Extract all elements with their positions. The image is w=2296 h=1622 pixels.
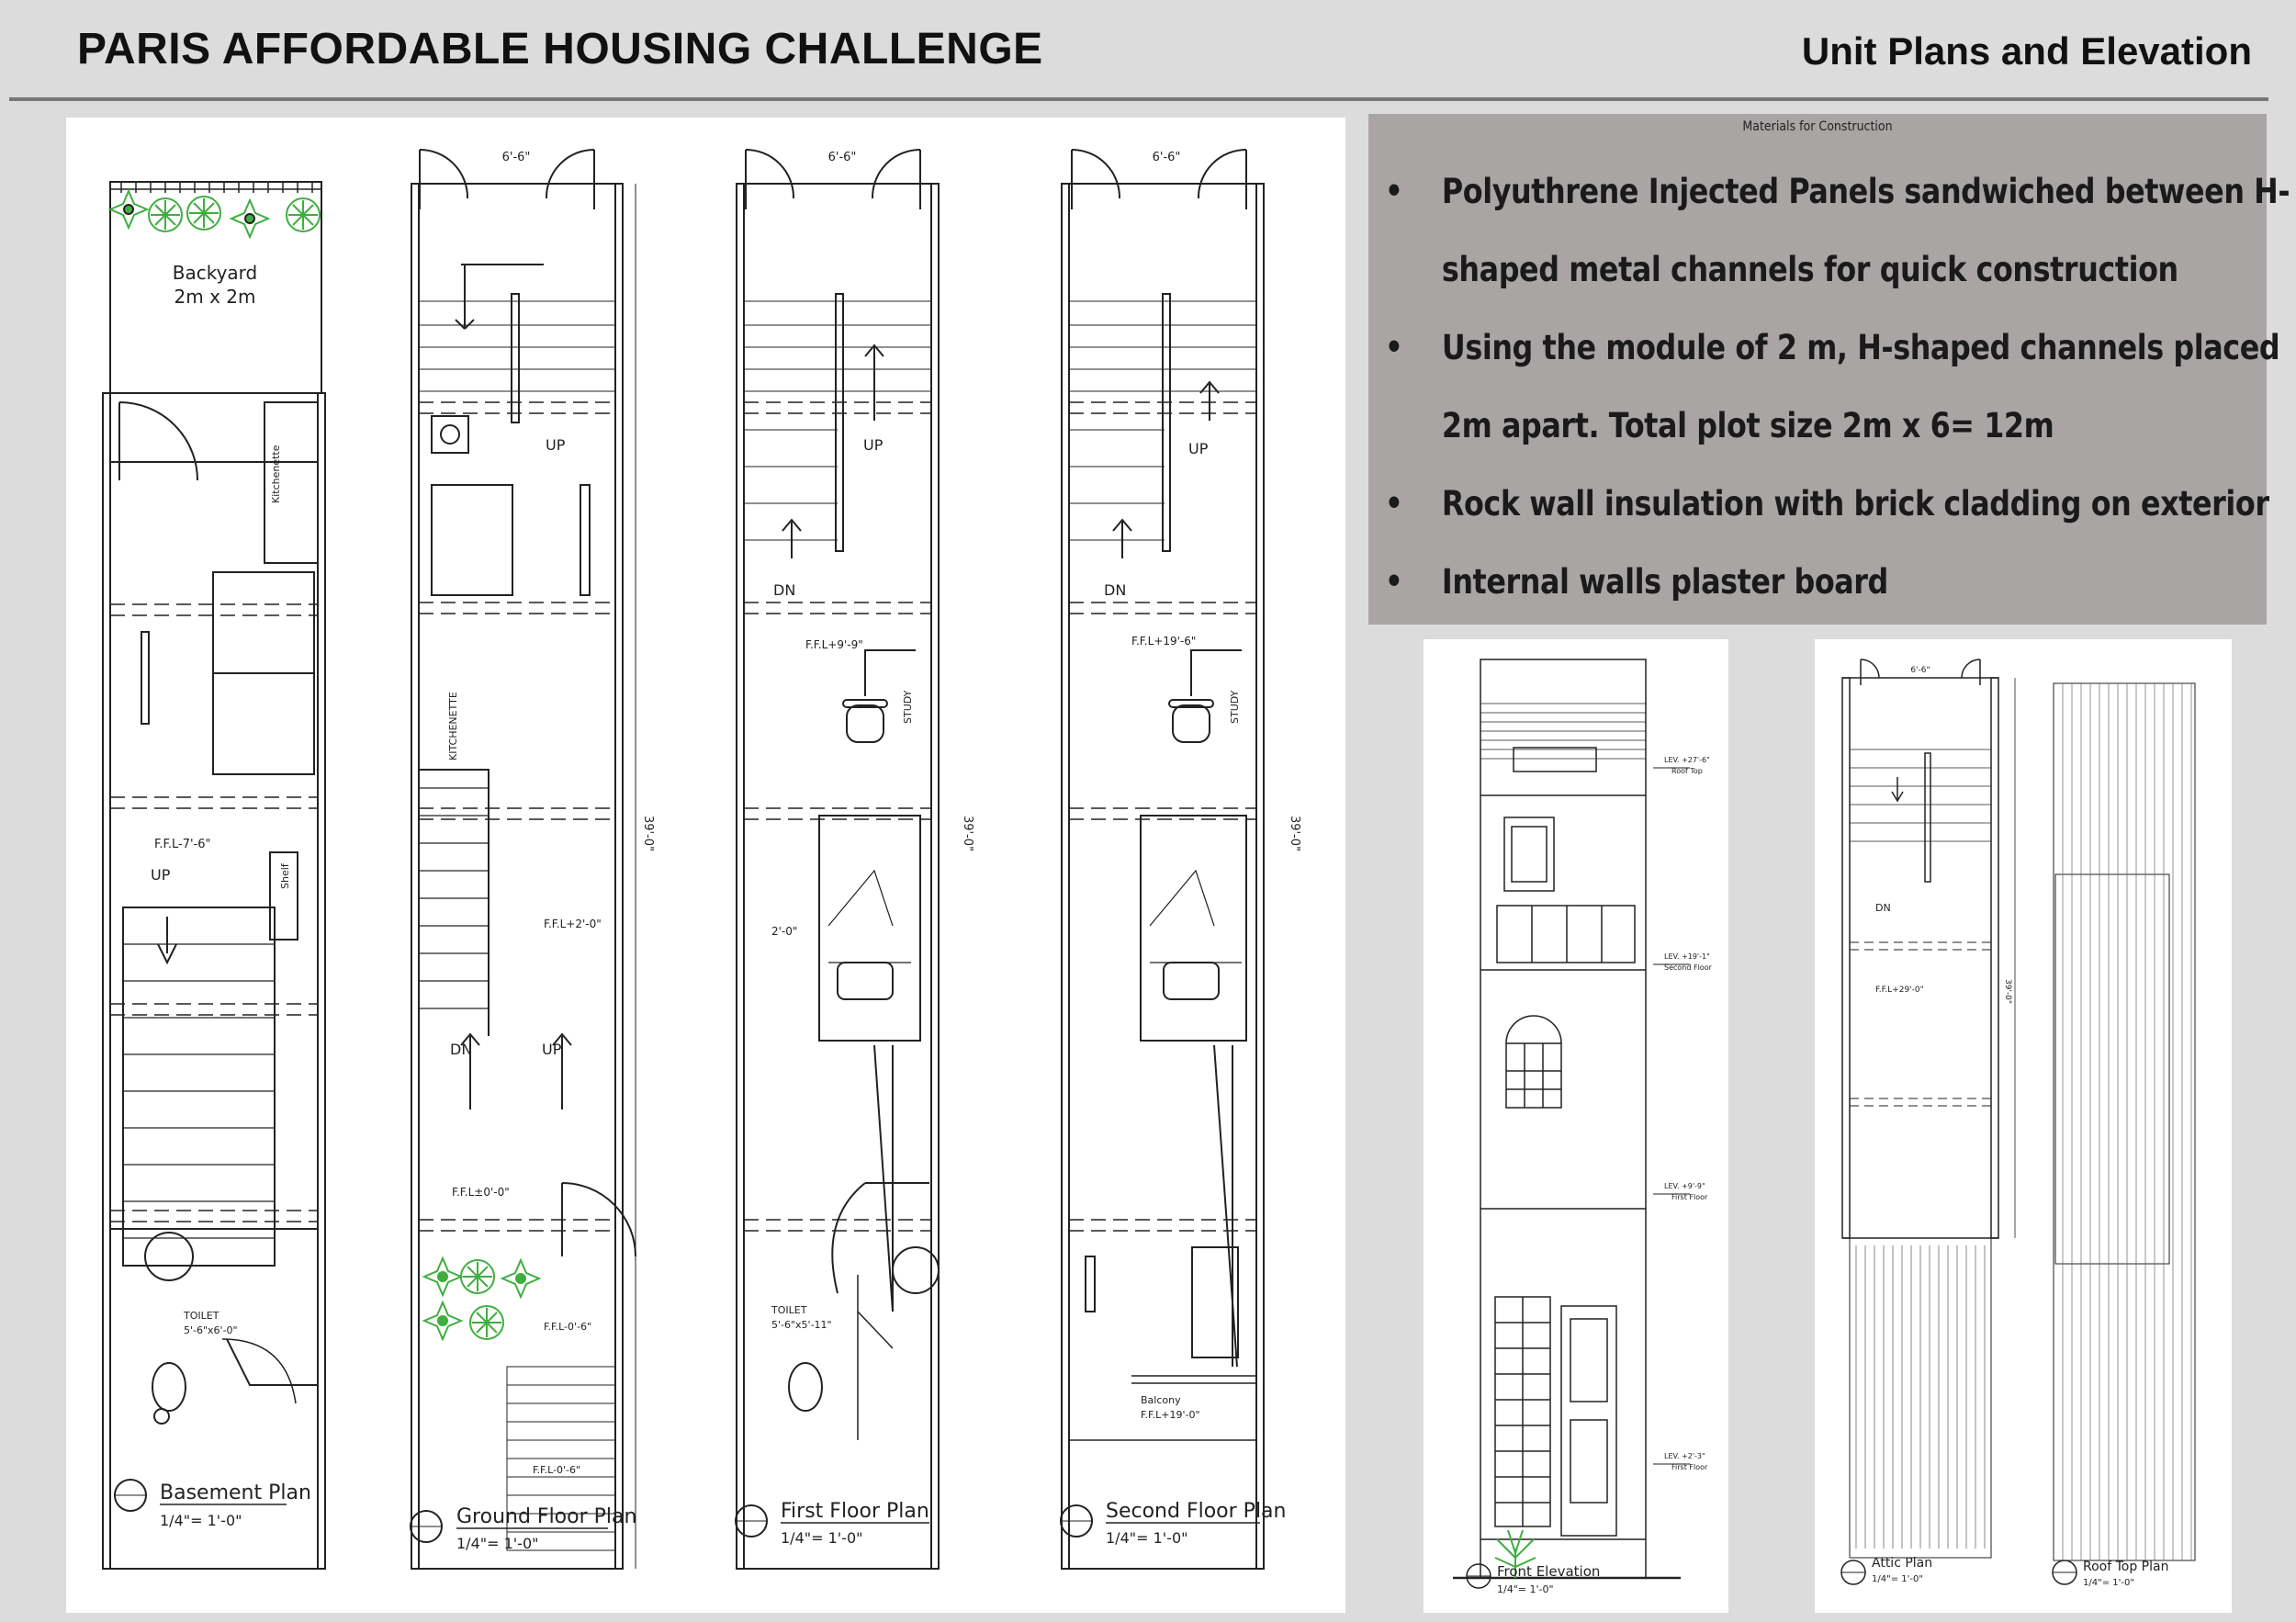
level-3-label: LEV. +9'-9" xyxy=(1664,1182,1705,1190)
page-subtitle: Unit Plans and Elevation xyxy=(1801,29,2252,73)
first-toilet-size: 5'-6"x5'-11" xyxy=(771,1319,832,1331)
attic-scale: 1/4"= 1'-0" xyxy=(1872,1574,1923,1584)
rooftop-title: Roof Top Plan xyxy=(2083,1560,2169,1574)
basement-toilet-size: 5'-6"x6'-0" xyxy=(184,1324,238,1336)
second-study-label: STUDY xyxy=(1229,690,1241,724)
attic-plan xyxy=(1842,659,2015,1558)
second-floor-plan xyxy=(1062,150,1264,1569)
kitchenette-label: Kitchenette xyxy=(270,445,282,503)
materials-item: 2m apart. Total plot size 2m x 6= 12m xyxy=(1441,406,2054,445)
front-elevation-panel xyxy=(1424,639,1728,1613)
ground-floor-plan xyxy=(411,150,636,1569)
materials-panel xyxy=(1368,114,2290,625)
ground-ffl3: F.F.L-0'-6" xyxy=(544,1321,592,1333)
basement-scale: 1/4"= 1'-0" xyxy=(160,1512,242,1529)
level-4-label: LEV. +2'-3" xyxy=(1664,1452,1705,1460)
level-4-name: First Floor xyxy=(1671,1463,1708,1471)
attic-width-label: 6'-6" xyxy=(1910,666,1930,675)
shelf-label: Shelf xyxy=(279,863,291,889)
elevation-title: Front Elevation xyxy=(1497,1563,1601,1580)
second-ffl: F.F.L+19'-6" xyxy=(1131,635,1197,648)
second-dn-label: DN xyxy=(1104,581,1127,599)
rooftop-scale: 1/4"= 1'-0" xyxy=(2083,1578,2134,1588)
second-width-label: 6'-6" xyxy=(1152,151,1181,164)
first-scale: 1/4"= 1'-0" xyxy=(781,1529,863,1547)
attic-roof-hatch xyxy=(1856,1245,1985,1549)
attic-dn-label: DN xyxy=(1875,902,1891,914)
materials-item: • Using the module of 2 m, H-shaped channels placed xyxy=(1385,309,2295,387)
first-floor-plan xyxy=(737,150,939,1569)
materials-item: • Polyuthrene Injected Panels sandwiched between H- xyxy=(1385,152,2295,231)
ground-title: Ground Floor Plan xyxy=(456,1505,637,1528)
basement-ffl-label: F.F.L-7'-6" xyxy=(154,838,211,851)
level-2-label: LEV. +19'-1" xyxy=(1664,952,1710,961)
ground-up-label-2: UP xyxy=(542,1041,562,1058)
bullet-icon: • xyxy=(1385,329,1403,366)
bullet-icon: • xyxy=(1385,485,1403,523)
attic-roof-panel xyxy=(1815,639,2232,1613)
elevation-levels xyxy=(1664,756,1713,1471)
first-dn-label: DN xyxy=(773,581,796,599)
ground-up-label: UP xyxy=(546,436,566,454)
first-study-label: STUDY xyxy=(902,690,914,724)
first-toilet-label: TOILET xyxy=(771,1304,807,1316)
front-elevation-drawing xyxy=(1424,639,1728,1613)
basement-labels xyxy=(115,262,311,1529)
first-dim-label: 2'-0" xyxy=(771,925,798,938)
second-up-label: UP xyxy=(1188,440,1209,457)
basement-up-label: UP xyxy=(151,866,171,884)
first-depth-label: 39'-0" xyxy=(961,816,974,852)
basement-title: Basement Plan xyxy=(160,1481,311,1504)
materials-item: • Internal walls plaster board xyxy=(1385,543,2295,621)
first-up-label: UP xyxy=(863,436,884,454)
materials-heading: Materials for Construction xyxy=(1742,119,1893,134)
first-width-label: 6'-6" xyxy=(827,151,857,164)
level-1-label: LEV. +27'-6" xyxy=(1664,756,1710,764)
level-3-name: First Floor xyxy=(1671,1193,1708,1201)
ground-dn-label: DN xyxy=(450,1041,473,1058)
balcony-label: Balcony xyxy=(1141,1394,1181,1406)
attic-roof-drawing xyxy=(1815,639,2232,1613)
second-scale: 1/4"= 1'-0" xyxy=(1106,1529,1188,1547)
second-floor-labels xyxy=(1061,151,1301,1547)
ground-scale: 1/4"= 1'-0" xyxy=(456,1535,539,1552)
second-depth-label: 39'-0" xyxy=(1288,816,1301,852)
bullet-icon: • xyxy=(1385,173,1403,210)
backyard-label: Backyard xyxy=(172,262,258,284)
bullet-icon: • xyxy=(1385,563,1403,601)
first-ffl: F.F.L+9'-9" xyxy=(805,638,863,651)
materials-list xyxy=(1385,152,2290,621)
ground-kitchenette-label: KITCHENETTE xyxy=(447,692,459,760)
ground-depth-label: 39'-0" xyxy=(641,816,655,852)
balcony-ffl: F.F.L+19'-0" xyxy=(1141,1409,1200,1421)
floor-plans-panel xyxy=(66,118,1345,1613)
ground-ffl2: F.F.L±0'-0" xyxy=(452,1186,510,1199)
rooftop-plan xyxy=(2054,683,2195,1560)
first-title: First Floor Plan xyxy=(781,1500,929,1523)
attic-depth-label: 39'-0" xyxy=(2003,979,2012,1005)
ground-ffl4: F.F.L-0'-6" xyxy=(533,1464,581,1476)
floor-plans-drawing xyxy=(66,118,1345,1613)
backyard-size-label: 2m x 2m xyxy=(174,286,256,308)
materials-item: • Rock wall insulation with brick cladding on exterior xyxy=(1385,465,2295,543)
attic-ffl: F.F.L+29'-0" xyxy=(1875,986,1924,995)
ground-ffl1: F.F.L+2'-0" xyxy=(544,918,602,930)
level-1-name: Roof Top xyxy=(1671,767,1703,775)
page-title: PARIS AFFORDABLE HOUSING CHALLENGE xyxy=(77,25,1043,73)
attic-title: Attic Plan xyxy=(1872,1556,1933,1571)
level-2-name: Second Floor xyxy=(1664,963,1712,972)
basement-toilet-label: TOILET xyxy=(184,1310,219,1322)
second-title: Second Floor Plan xyxy=(1106,1500,1287,1523)
materials-item: shaped metal channels for quick construction xyxy=(1441,250,2178,289)
header-divider xyxy=(9,97,2268,101)
basement-plan xyxy=(103,182,325,1569)
elevation-scale: 1/4"= 1'-0" xyxy=(1497,1583,1554,1595)
ground-width-label: 6'-6" xyxy=(501,151,531,164)
